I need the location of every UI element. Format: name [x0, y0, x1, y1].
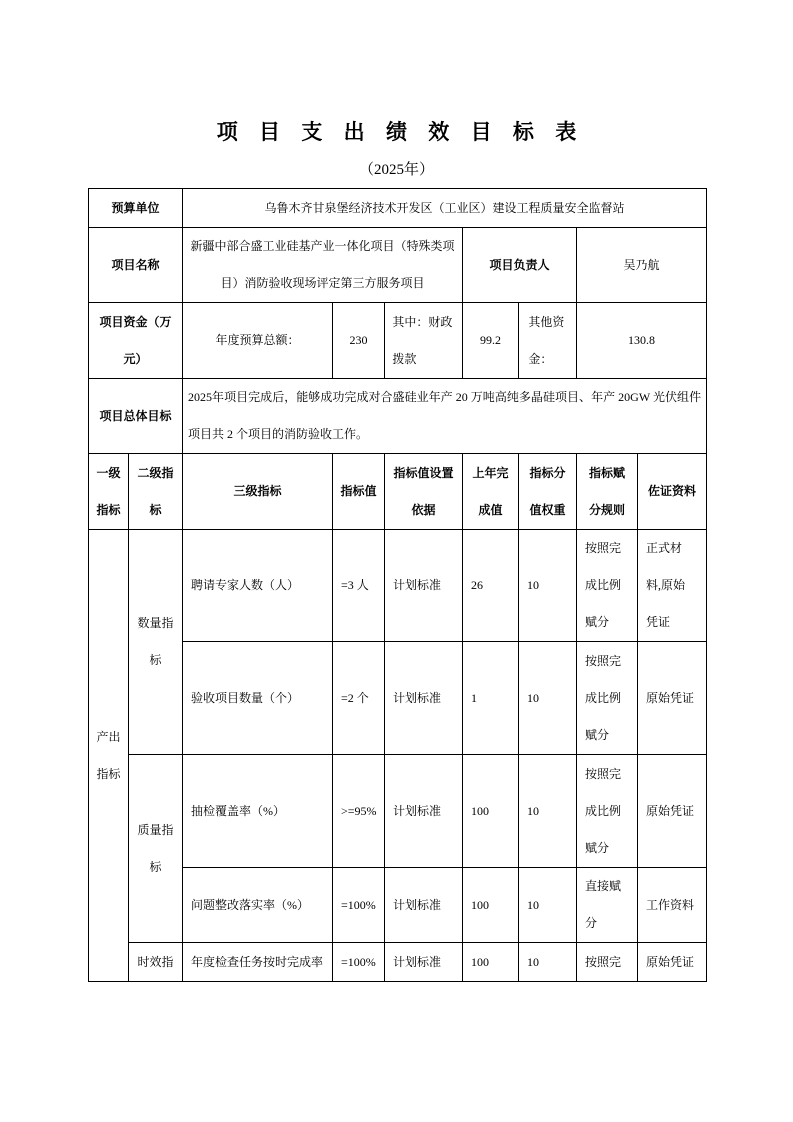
- evidence: 工作资料: [646, 897, 695, 912]
- level3-indicator: 聘请专家人数（人）: [183, 530, 333, 642]
- indicator-value: =100%: [333, 943, 385, 982]
- indicator-value: =2 个: [333, 642, 385, 755]
- scoring-rule-cell: [577, 868, 638, 943]
- last-year-value: 100: [463, 868, 519, 943]
- header-level2-cell: [129, 454, 183, 530]
- row-overall-goal: [89, 379, 707, 454]
- budget-unit-value: 乌鲁木齐甘泉堡经济技术开发区（工业区）建设工程质量安全监督站: [183, 189, 707, 228]
- evidence: 原始凭证: [646, 803, 695, 818]
- fiscal-label-cell: [385, 303, 463, 379]
- indicator-value: =3 人: [333, 530, 385, 642]
- evidence: 原始凭证: [646, 954, 695, 969]
- last-year-value: 100: [463, 943, 519, 982]
- project-name-label: 项目名称: [89, 228, 183, 303]
- header-value-cell: [333, 454, 385, 530]
- indicator-header-row: [89, 454, 707, 530]
- indicator-basis: 计划标准: [385, 642, 463, 755]
- row-project-name: [89, 228, 707, 303]
- row-budget-unit: [89, 189, 707, 228]
- score-weight: 10: [519, 642, 577, 755]
- header-level3: 三级指标: [183, 454, 333, 530]
- evidence-cell: [638, 868, 707, 943]
- evidence-cell: [638, 642, 707, 755]
- level3-indicator: 验收项目数量（个）: [183, 642, 333, 755]
- header-weight: 指标分值权重: [529, 465, 566, 517]
- overall-goal-label: 项目总体目标: [89, 379, 183, 454]
- level1-output-cell: [89, 530, 129, 982]
- scoring-rule-cell: [577, 642, 638, 755]
- other-funds-value: 130.8: [577, 303, 707, 379]
- evidence: 原始凭证: [646, 690, 695, 705]
- evidence-cell: [638, 943, 707, 982]
- row-project-funds: [89, 303, 707, 379]
- indicator-value: >=95%: [333, 755, 385, 868]
- evidence: 正式材料,原始凭证: [646, 541, 686, 629]
- score-weight: 10: [519, 868, 577, 943]
- level2-timeliness: 时效指: [137, 954, 174, 969]
- level2-quality: 质量指标: [137, 822, 174, 874]
- annual-budget-value: 230: [333, 303, 385, 379]
- header-weight-cell: [519, 454, 577, 530]
- indicator-basis: 计划标准: [385, 868, 463, 943]
- header-evidence-cell: [638, 454, 707, 530]
- score-weight: 10: [519, 530, 577, 642]
- header-evidence: 佐证资料: [648, 484, 697, 498]
- scoring-rule: 按照完成比例赋分: [585, 653, 622, 742]
- project-name-value: 新疆中部合盛工业硅基产业一体化项目（特殊类项目）消防验收现场评定第三方服务项目: [190, 239, 455, 290]
- header-level1-cell: [89, 454, 129, 530]
- funds-label: 项目资金（万元）: [99, 314, 172, 366]
- other-funds-label-cell: [519, 303, 577, 379]
- fiscal-value: 99.2: [463, 303, 519, 379]
- performance-target-table: [88, 188, 707, 982]
- evidence-cell: [638, 530, 707, 642]
- header-basis-cell: [385, 454, 463, 530]
- project-leader-label: 项目负责人: [463, 228, 577, 303]
- level2-timeliness-cell: [129, 943, 183, 982]
- header-rule-cell: [577, 454, 638, 530]
- indicator-basis: 计划标准: [385, 530, 463, 642]
- header-level1: 一级指标: [96, 465, 121, 517]
- fiscal-label: 其中：财政拨款: [392, 314, 453, 366]
- header-level2: 二级指标: [137, 465, 174, 517]
- header-last-year-cell: [463, 454, 519, 530]
- last-year-value: 26: [463, 530, 519, 642]
- page-subtitle-year: （2025年）: [358, 162, 434, 178]
- level2-quantity: 数量指标: [137, 616, 174, 667]
- last-year-value: 100: [463, 755, 519, 868]
- annual-budget-label: 年度预算总额：: [183, 303, 333, 379]
- project-name-cell: [183, 228, 463, 303]
- table-row: [89, 755, 707, 868]
- indicator-value: =100%: [333, 868, 385, 943]
- scoring-rule-cell: [577, 943, 638, 982]
- scoring-rule-cell: [577, 755, 638, 868]
- indicator-basis: 计划标准: [385, 755, 463, 868]
- indicator-basis: 计划标准: [385, 943, 463, 982]
- scoring-rule: 按照完成比例赋分: [585, 766, 622, 855]
- page-title: 项 目 支 出 绩 效 目 标 表: [216, 120, 584, 144]
- scoring-rule-cell: [577, 530, 638, 642]
- header-last-year: 上年完成值: [472, 465, 509, 517]
- other-funds-label: 其他资金：: [528, 314, 565, 366]
- header-basis: 指标值设置依据: [393, 465, 454, 517]
- score-weight: 10: [519, 755, 577, 868]
- funds-label-cell: [89, 303, 183, 379]
- level3-indicator: 年度检查任务按时完成率: [183, 943, 333, 982]
- level1-output: 产出指标: [96, 729, 121, 781]
- level3-indicator: 问题整改落实率（%）: [183, 868, 333, 943]
- level2-quantity-cell: [129, 530, 183, 755]
- header-value: 指标值: [340, 484, 377, 498]
- level3-indicator: 抽检覆盖率（%）: [183, 755, 333, 868]
- scoring-rule: 按照完成比例赋分: [585, 541, 622, 629]
- scoring-rule: 直接赋分: [585, 879, 622, 930]
- budget-unit-label: 预算单位: [89, 189, 183, 228]
- project-leader-value: 吴乃航: [577, 228, 707, 303]
- score-weight: 10: [519, 943, 577, 982]
- table-row: [89, 943, 707, 982]
- last-year-value: 1: [463, 642, 519, 755]
- table-row: [89, 530, 707, 642]
- overall-goal-value: 2025年项目完成后，能够成功完成对合盛硅业年产 20 万吨高纯多晶硅项目、年产 20GW 光伏组件项目共 2 个项目的消防验收工作。: [183, 379, 707, 454]
- level2-quality-cell: [129, 755, 183, 943]
- evidence-cell: [638, 755, 707, 868]
- scoring-rule: 按照完: [585, 954, 622, 969]
- header-rule: 指标赋分规则: [589, 465, 626, 517]
